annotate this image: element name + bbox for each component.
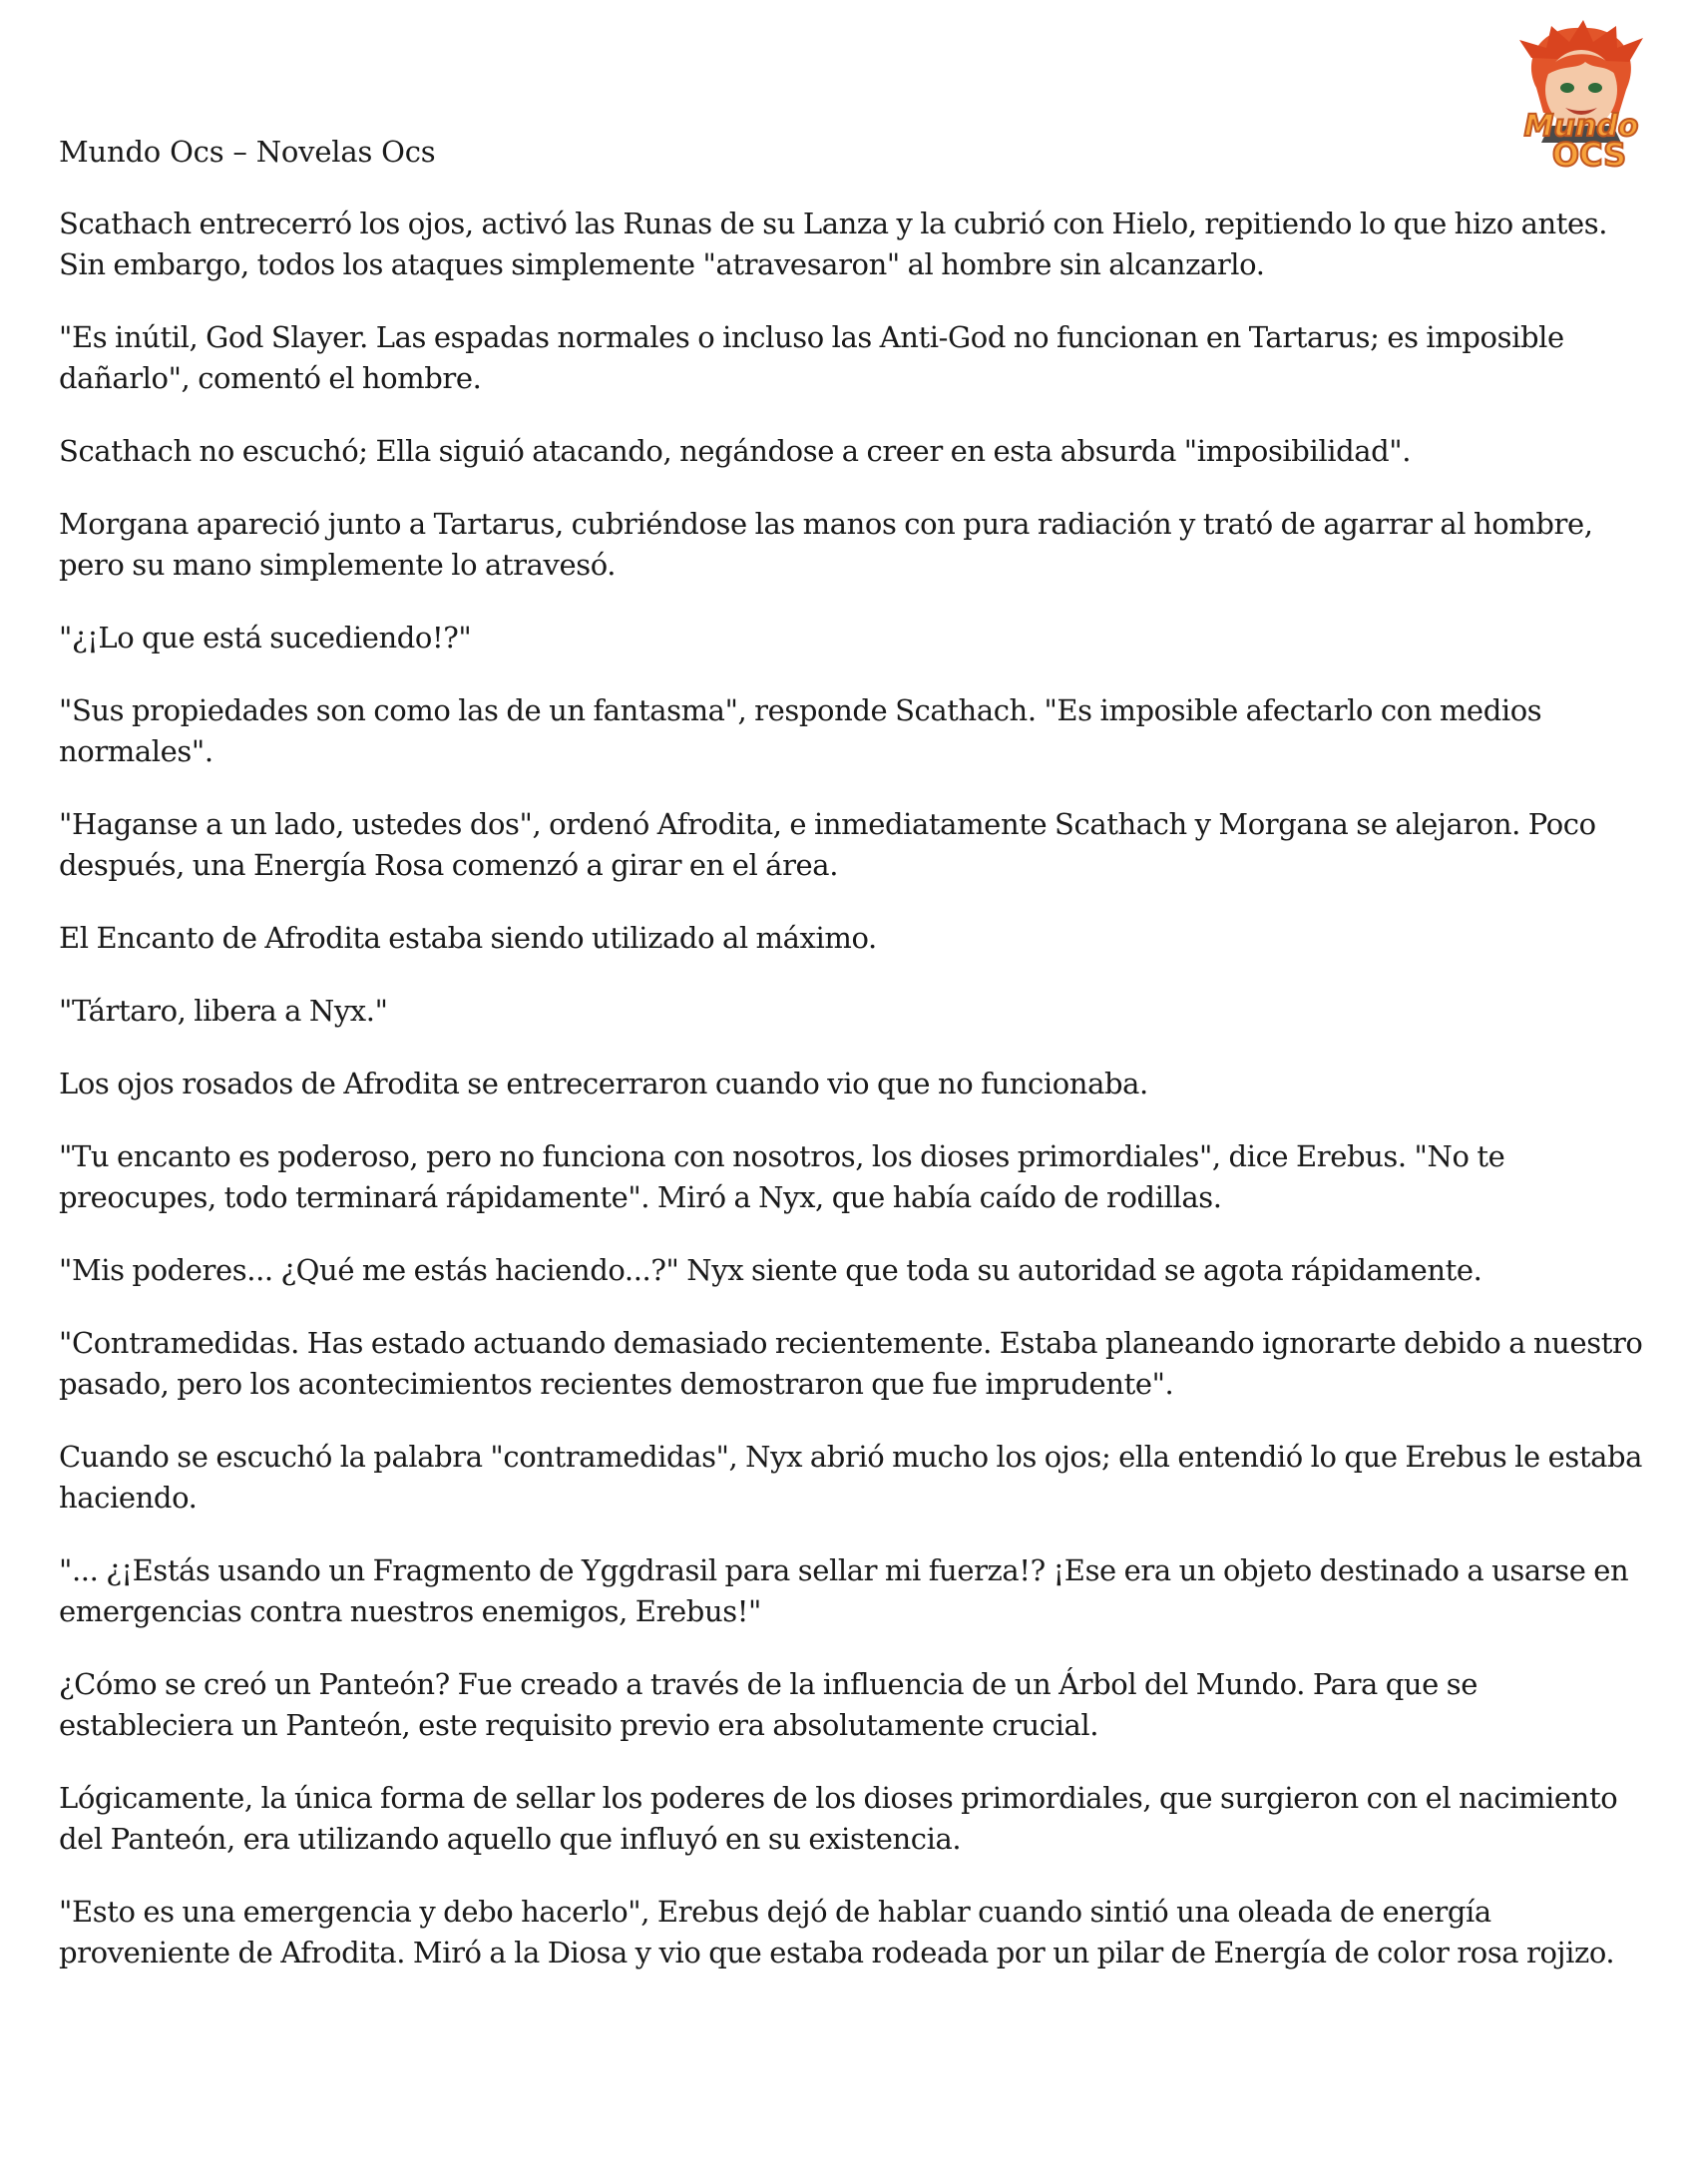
paragraph: "¿¡Lo que está sucediendo!?" bbox=[59, 621, 472, 655]
logo-right-eye bbox=[1588, 83, 1602, 93]
paragraph: "Sus propiedades son como las de un fantasma", responde Scathach. "Es imposible afectarlo con medios normales". bbox=[59, 693, 1542, 768]
logo-text-mundo: Mundo bbox=[1523, 109, 1639, 144]
document-header: Mundo Ocs – Novelas Ocs bbox=[59, 135, 436, 169]
paragraph: "Haganse a un lado, ustedes dos", ordenó Afrodita, e inmediatamente Scathach y Morgana se alejaron. Poco después, una Energía Rosa comenzó a girar en el área. bbox=[59, 807, 1596, 882]
paragraph: Scathach entrecerró los ojos, activó las Runas de su Lanza y la cubrió con Hielo, repitiendo lo que hizo antes. Sin embargo, todos los ataques simplemente "atravesaron" al hombre sin alcanzarlo. bbox=[59, 207, 1608, 281]
paragraph: Lógicamente, la única forma de sellar los poderes de los dioses primordiales, que surgieron con el nacimiento del Panteón, era utilizando aquello que influyó en su existencia. bbox=[59, 1781, 1618, 1856]
paragraph: "... ¿¡Estás usando un Fragmento de Yggdrasil para sellar mi fuerza!? ¡Ese era un objeto destinado a usarse en emergencias contra nuestros enemigos, Erebus!" bbox=[59, 1553, 1629, 1628]
paragraph: "Contramedidas. Has estado actuando demasiado recientemente. Estaba planeando ignorarte debido a nuestro pasado, pero los acontecimientos recientes demostraron que fue imprudente". bbox=[59, 1326, 1643, 1401]
paragraph: "Es inútil, God Slayer. Las espadas normales o incluso las Anti-God no funcionan en Tartarus; es imposible dañarlo", comentó el hombre. bbox=[59, 320, 1564, 395]
mundo-ocs-logo bbox=[1501, 18, 1661, 178]
paragraph: El Encanto de Afrodita estaba siendo utilizado al máximo. bbox=[59, 921, 877, 955]
logo-text-ocs: OCS bbox=[1551, 136, 1627, 174]
paragraph: "Mis poderes... ¿Qué me estás haciendo...?" Nyx siente que toda su autoridad se agota rápidamente. bbox=[59, 1253, 1482, 1287]
paragraph: ¿Cómo se creó un Panteón? Fue creado a través de la influencia de un Árbol del Mundo. Para que se estableciera un Panteón, este requisito previo era absolutamente crucial. bbox=[59, 1667, 1478, 1742]
paragraph: Scathach no escuchó; Ella siguió atacando, negándose a creer en esta absurda "imposibilidad". bbox=[59, 434, 1412, 468]
paragraph: "Tártaro, libera a Nyx." bbox=[59, 994, 388, 1028]
paragraph: "Esto es una emergencia y debo hacerlo", Erebus dejó de hablar cuando sintió una oleada de energía proveniente de Afrodita. Miró a la Diosa y vio que estaba rodeada por un pilar de Energía de color rosa rojizo. bbox=[59, 1895, 1615, 1969]
paragraph: Morgana apareció junto a Tartarus, cubriéndose las manos con pura radiación y trató de agarrar al hombre, pero su mano simplemente lo atravesó. bbox=[59, 507, 1593, 582]
paragraph: Cuando se escuchó la palabra "contramedidas", Nyx abrió mucho los ojos; ella entendió lo que Erebus le estaba haciendo. bbox=[59, 1440, 1643, 1515]
logo-left-eye bbox=[1560, 83, 1574, 93]
paragraph: Los ojos rosados de Afrodita se entrecerraron cuando vio que no funcionaba. bbox=[59, 1067, 1148, 1100]
paragraph: "Tu encanto es poderoso, pero no funciona con nosotros, los dioses primordiales", dice Erebus. "No te preocupes, todo terminará rápidamente". Miró a Nyx, que había caído de rodillas. bbox=[59, 1139, 1505, 1214]
document-body bbox=[59, 204, 1655, 2005]
